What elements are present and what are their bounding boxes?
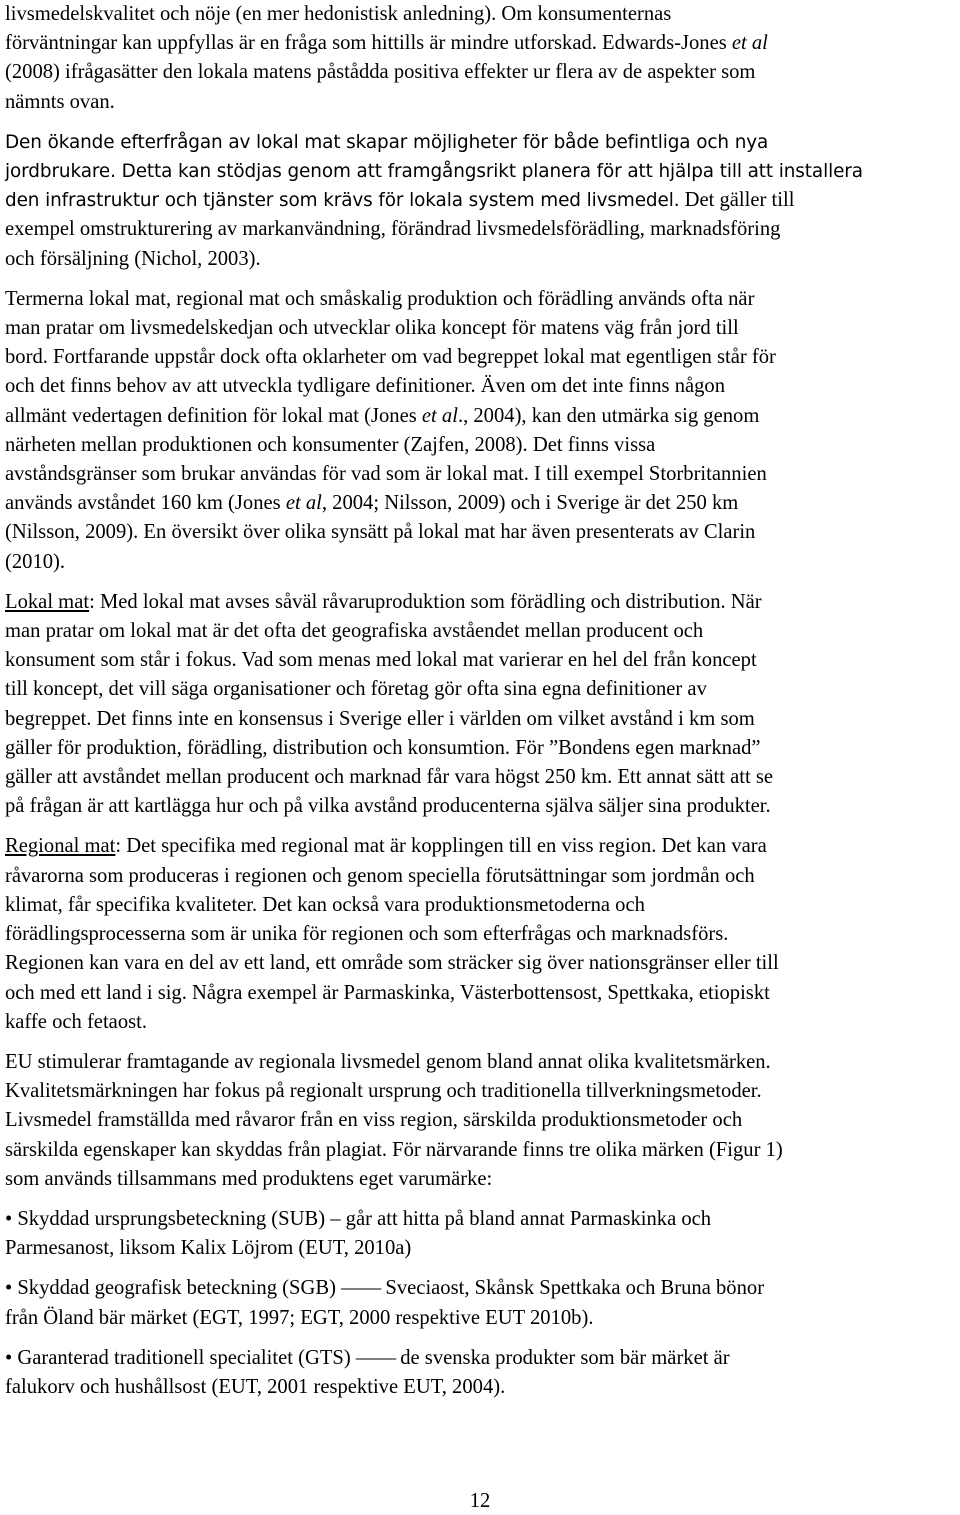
em-dash: —— bbox=[355, 1346, 396, 1369]
text-line: klimat, får specifika kvaliteter. Det kan också vara produktionsmetoderna och bbox=[5, 893, 645, 916]
text-line: exempel omstrukturering av markanvändning, förändrad livsmedelsförädling, marknadsföring bbox=[5, 218, 781, 241]
paragraph-eu bbox=[5, 1048, 957, 1194]
text-line: och med ett land i sig. Några exempel är Parmaskinka, Västerbottensost, Spettkaka, etiopiskt bbox=[5, 981, 770, 1004]
text-line: allmänt vedertagen definition för lokal mat (Jones et al., 2004), kan den utmärka sig genom bbox=[5, 404, 760, 427]
text-line: nämnts ovan. bbox=[5, 90, 115, 113]
text-line: och försäljning (Nichol, 2003). bbox=[5, 247, 261, 270]
paragraph-3 bbox=[5, 285, 957, 577]
text-line: Den ökande efterfrågan av lokal mat skapar möjligheter för både befintliga och nya bbox=[5, 131, 769, 153]
text-line: Regional mat: Det specifika med regional mat är kopplingen till en viss region. Det kan vara bbox=[5, 835, 767, 858]
emphasis: et al bbox=[731, 32, 768, 55]
page-number: 12 bbox=[469, 1490, 491, 1512]
text-line: används avståndet 160 km (Jones et al, 2004; Nilsson, 2009) och i Sverige är det 250 km bbox=[5, 492, 739, 515]
text-line: Parmesanost, liksom Kalix Löjrom (EUT, 2010a) bbox=[5, 1237, 412, 1260]
text-line: man pratar om lokal mat är det ofta det geografiska avståendet mellan producent och bbox=[5, 620, 704, 643]
text-line: konsument som står i fokus. Vad som menas med lokal mat varierar en hel del från koncept bbox=[5, 649, 757, 672]
text-line: kaffe och fetaost. bbox=[5, 1010, 147, 1033]
text-line: den infrastruktur och tjänster som krävs för lokala system med livsmedel. Det gäller till bbox=[5, 189, 795, 212]
text-line: gäller att avståndet mellan producent och marknad får vara högst 250 km. Ett annat sätt att se bbox=[5, 766, 774, 789]
em-dash: —— bbox=[341, 1277, 381, 1300]
text-line: närheten mellan produktionen och konsumenter (Zajfen, 2008). Det finns vissa bbox=[5, 433, 656, 456]
text-line: och det finns behov av att utveckla tydligare definitioner. Även om det inte finns någon bbox=[5, 375, 726, 398]
text-line: som används tillsammans med produktens eget varumärke: bbox=[5, 1167, 493, 1190]
text-line: falukorv och hushållsost (EUT, 2001 respektive EUT, 2004). bbox=[5, 1375, 506, 1398]
text-line: man pratar om livsmedelskedjan och utvecklar olika koncept för matens väg från jord till bbox=[5, 317, 739, 340]
text-line: (2010). bbox=[5, 550, 66, 573]
text-line: från Öland bär märket (EGT, 1997; EGT, 2000 respektive EUT 2010b). bbox=[5, 1306, 594, 1329]
text-line: avståndsgränser som brukar användas för vad som är lokal mat. I till exempel Storbritannien bbox=[5, 463, 767, 486]
document-page bbox=[5, 0, 957, 1402]
text-line: (Nilsson, 2009). En översikt över olika synsätt på lokal mat har även presenterats av Clarin bbox=[5, 521, 756, 544]
text-line: Regionen kan vara en del av ett land, ett område som sträcker sig över nationsgränser eller till bbox=[5, 952, 779, 975]
text-line: råvarorna som produceras i regionen och genom speciella förutsättningar som jordmån och bbox=[5, 864, 755, 887]
text-line: EU stimulerar framtagande av regionala livsmedel genom bland annat olika kvalitetsmärken. bbox=[5, 1050, 771, 1073]
bullet-sub bbox=[5, 1205, 957, 1263]
text-line: särskilda egenskaper kan skyddas från plagiat. För närvarande finns tre olika märken (Figur 1) bbox=[5, 1138, 783, 1161]
paragraph-lokal-mat bbox=[5, 588, 957, 822]
text-line: förväntningar kan uppfyllas är en fråga som hittills är mindre utforskad. Edwards-Jones et al bbox=[5, 32, 768, 55]
paragraph-2 bbox=[5, 128, 957, 274]
bullet-gts bbox=[5, 1344, 957, 1402]
emphasis: et al bbox=[421, 404, 458, 427]
text-line: Livsmedel framställda med råvaror från en viss region, särskilda produktionsmetoder och bbox=[5, 1109, 743, 1132]
term-lokal-mat: Lokal mat bbox=[5, 590, 90, 613]
text-line: • Skyddad ursprungsbeteckning (SUB) – går att hitta på bland annat Parmaskinka och bbox=[5, 1207, 712, 1230]
text-line: (2008) ifrågasätter den lokala matens påstådda positiva effekter ur flera av de aspekter som bbox=[5, 61, 756, 84]
bullet-sgb bbox=[5, 1274, 957, 1332]
emphasis: et al bbox=[285, 492, 322, 515]
text-line: gäller för produktion, förädling, distribution och konsumtion. För ”Bondens egen marknad” bbox=[5, 736, 761, 759]
text-line: begreppet. Det finns inte en konsensus i Sverige eller i världen om vilket avstånd i km som bbox=[5, 707, 755, 730]
text-line: bord. Fortfarande uppstår dock ofta oklarheter om vad begreppet lokal mat egentligen står för bbox=[5, 346, 776, 369]
paragraph-regional-mat bbox=[5, 832, 957, 1036]
text-line: jordbrukare. Detta kan stödjas genom att framgångsrikt planera för att hjälpa till att installera bbox=[5, 161, 863, 183]
text-line: förädlingsprocesserna som är unika för regionen och som efterfrågas och marknadsförs. bbox=[5, 923, 729, 946]
text-line: på frågan är att kartlägga hur och på vilka avstånd producenterna själva säljer sina produkter. bbox=[5, 795, 771, 818]
text-line: Termerna lokal mat, regional mat och småskalig produktion och förädling används ofta när bbox=[5, 287, 755, 310]
text-line: livsmedelskvalitet och nöje (en mer hedonistisk anledning). Om konsumenternas bbox=[5, 3, 672, 25]
text-line: • Skyddad geografisk beteckning (SGB) —— Sveciaost, Skånsk Spettkaka och Bruna bönor bbox=[5, 1277, 765, 1300]
term-regional-mat: Regional mat bbox=[5, 835, 116, 858]
text-line: • Garanterad traditionell specialitet (GTS) —— de svenska produkter som bär märket är bbox=[5, 1346, 730, 1369]
text-line: till koncept, det vill säga organisationer och företag gör ofta sina egna definitioner av bbox=[5, 678, 707, 701]
text-line: Kvalitetsmärkningen har fokus på regionalt ursprung och traditionella tillverkningsmetoder. bbox=[5, 1080, 762, 1103]
paragraph-1 bbox=[5, 0, 957, 117]
text-line: Lokal mat: Med lokal mat avses såväl råvaruproduktion som förädling och distribution. När bbox=[5, 590, 762, 613]
